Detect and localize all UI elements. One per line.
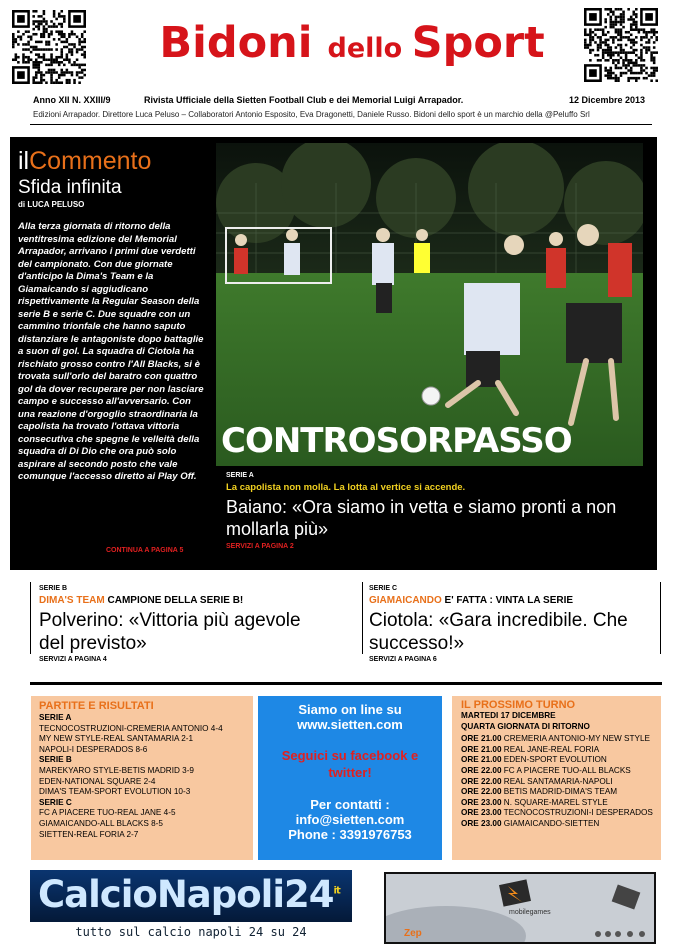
website-link[interactable]: www.sietten.com <box>297 717 403 732</box>
mobilegames-ad-art <box>386 874 654 942</box>
fixture-row <box>461 798 652 809</box>
serie-a-summary: La capolista non molla. La lotta al vertice si accende. <box>226 482 466 493</box>
serie-c-title <box>369 595 573 606</box>
contact-email[interactable]: info@sietten.com <box>295 812 405 827</box>
result-row: NAPOLI-I DESPERADOS 8-6 <box>39 744 148 754</box>
fixture-row <box>461 808 652 819</box>
results-section-heading: SERIE C <box>39 797 72 807</box>
result-row: MAREKYARO STYLE-BETIS MADRID 3-9 <box>39 765 194 775</box>
football-match-photo <box>216 143 643 466</box>
commento-body: Alla terza giornata di ritorno della ventitresima edizione del Memorial Arrapador, arrivano i primi due verdetti del campionato. Con due giornate d'anticipo la Dima's Team e la Giamaicando si aggiudicano rispettivamente la Regular Season della serie B e serie C. Due squadre con un cammino trionfale che hanno saputo distanziare le antagoniste dopo battaglie a suon di gol. La squadra di Ciotola ha rischiato grosso contro l'All Blacks, si è trovata sull'orlo del baratro con quattro gol da dover recuperare per non lasciare campo e successo all'avversario. Con una reazione d'orgoglio straordinaria la capolista ha trovato l'ottava vittoria consecutiva che spegne le velleità della squadra di Di Dio che ora può solo aspirare al secondo posto che vale comunque l'accesso diretto ai Play Off. <box>18 221 204 482</box>
calcionapoli-brand <box>38 873 340 916</box>
fixture-match: REAL SANTAMARIA-NAPOLI <box>501 776 613 786</box>
calcionapoli-tagline: tutto sul calcio napoli 24 su 24 <box>30 922 352 943</box>
fixture-match: FC A PIACERE TUO-ALL BLACKS <box>501 765 631 775</box>
fixture-row <box>461 819 652 830</box>
fixture-time: ORE 23.00 <box>461 808 502 818</box>
fixture-match: GIAMAICANDO-SIETTEN <box>501 818 600 828</box>
results-box <box>31 696 253 860</box>
issue-number: Anno XII N. XXIII/9 <box>33 95 111 105</box>
result-row: SIETTEN-REAL FORIA 2-7 <box>39 829 139 839</box>
fixture-time: ORE 21.00 <box>461 744 502 754</box>
credits: Edizioni Arrapador. Direttore Luca Peluso – Collaboratori Antonio Esposito, Eva Dragonetti, Daniele Russo. Bidoni dello sport è un marchio della @Peluffo Srl <box>33 110 590 119</box>
fixture-row <box>461 787 652 798</box>
issue-date: 12 Dicembre 2013 <box>569 95 646 105</box>
masthead-logo <box>128 18 576 76</box>
serie-a-headline[interactable]: Baiano: «Ora siamo in vetta e siamo pronti a non mollarla più» <box>226 497 617 539</box>
masthead-word-sport: Sport <box>411 18 545 68</box>
serie-c-kicker: SERIE C <box>369 585 398 592</box>
fixture-match: REAL JANE-REAL FORIA <box>501 744 600 754</box>
mobilegames-ad[interactable] <box>384 872 656 944</box>
fixture-time: ORE 22.00 <box>461 765 502 775</box>
fixture-row <box>461 745 652 756</box>
photo-headline: CONTROSORPASSO <box>221 421 572 461</box>
calcionapoli-ad[interactable] <box>30 870 352 943</box>
masthead-word-dello: dello <box>327 33 412 64</box>
result-row: GIAMAICANDO-ALL BLACKS 8-5 <box>39 818 163 828</box>
mobilegames-logo: mobilegames <box>509 909 551 916</box>
fixture-match: BETIS MADRID-DIMA'S TEAM <box>501 787 618 797</box>
result-row: MY NEW STYLE-REAL SANTAMARIA 2-1 <box>39 734 194 744</box>
results-section-heading: SERIE A <box>39 713 72 722</box>
serie-b-headline[interactable]: Polverino: «Vittoria più agevole del previsto» <box>39 610 301 654</box>
serie-c-title-rest: E' FATTA : VINTA LA SERIE <box>441 595 574 606</box>
serie-c-rule-left <box>362 582 363 654</box>
fixture-row <box>461 755 652 766</box>
serie-b-title-rest: CAMPIONE DELLA SERIE B! <box>104 595 244 606</box>
tagline: Rivista Ufficiale della Sietten Football Club e dei Memorial Luigi Arrapador. <box>144 95 464 105</box>
next-round-title: IL PROSSIMO TURNO <box>461 699 576 711</box>
fixture-time: ORE 23.00 <box>461 818 502 828</box>
serie-b-services-link[interactable]: SERVIZI A PAGINA 4 <box>39 656 107 663</box>
commento-byline: di LUCA PELUSO <box>18 200 85 209</box>
results-list <box>31 713 253 840</box>
serie-b-kicker: SERIE B <box>39 585 68 592</box>
commento-title <box>18 147 151 176</box>
fixture-row <box>461 766 652 777</box>
serie-c-headline[interactable]: Ciotola: «Gara incredibile. Che successo!» <box>369 610 628 654</box>
online-line1: Siamo on line su <box>298 702 402 717</box>
result-row: FC A PIACERE TUO-REAL JANE 4-5 <box>39 808 176 818</box>
fixture-time: ORE 23.00 <box>461 797 502 807</box>
serie-b-title <box>39 595 243 606</box>
next-round-list <box>452 732 661 829</box>
serie-c-services-link[interactable]: SERVIZI A PAGINA 6 <box>369 656 437 663</box>
qr-code-right <box>584 8 658 82</box>
result-row: EDEN-NATIONAL SQUARE 2-4 <box>39 776 156 786</box>
next-round-day: MARTEDI 17 DICEMBRE <box>461 711 556 720</box>
qr-code-left <box>12 10 86 84</box>
contacts-label: Per contatti : <box>310 797 390 812</box>
next-round-label: QUARTA GIORNATA DI RITORNO <box>461 721 590 731</box>
fixture-time: ORE 21.00 <box>461 755 502 765</box>
fixture-row <box>461 734 652 745</box>
result-row: TECNOCOSTRUZIONI-CREMERIA ANTONIO 4-4 <box>39 723 223 733</box>
social-callout[interactable]: Seguici su facebook e twitter! <box>281 748 419 780</box>
fixture-row <box>461 777 652 788</box>
zep-logo: Zep <box>404 928 422 939</box>
header-rule <box>30 124 652 125</box>
fixture-time: ORE 21.00 <box>461 734 502 744</box>
serie-a-kicker: SERIE A <box>226 472 254 479</box>
fixture-match: TECNOCOSTRUZIONI-I DESPERADOS <box>501 808 653 818</box>
section-rule <box>30 682 662 685</box>
cover-photo <box>216 143 643 466</box>
fixture-time: ORE 22.00 <box>461 787 502 797</box>
masthead-word-bidoni: Bidoni <box>159 18 328 68</box>
calcionapoli-brand-text: CalcioNapoli24 <box>38 873 334 916</box>
commento-title-rest: Commento <box>29 147 152 175</box>
fixture-match: N. SQUARE-MAREL STYLE <box>501 797 608 807</box>
commento-title-il: il <box>18 147 30 175</box>
next-round-box <box>452 696 661 860</box>
calcionapoli-brand-sup: it <box>333 885 340 897</box>
contact-phone[interactable]: Phone : 3391976753 <box>288 827 412 842</box>
fixture-time: ORE 22.00 <box>461 776 502 786</box>
serie-b-rule <box>30 582 31 654</box>
fixture-match: CREMERIA ANTONIO-MY NEW STYLE <box>501 734 650 744</box>
online-box <box>258 696 442 860</box>
result-row: DIMA'S TEAM-SPORT EVOLUTION 10-3 <box>39 787 191 797</box>
serie-c-rule-right <box>660 582 661 654</box>
commento-continue-link[interactable]: CONTINUA A PAGINA 5 <box>106 547 184 554</box>
commento-subtitle: Sfida infinita <box>18 177 122 198</box>
results-section-heading: SERIE B <box>39 755 72 765</box>
fixture-match: EDEN-SPORT EVOLUTION <box>501 755 607 765</box>
results-title: PARTITE E RISULTATI <box>39 700 154 712</box>
serie-a-services-link[interactable]: SERVIZI A PAGINA 2 <box>226 543 294 550</box>
serie-c-team: GIAMAICANDO <box>369 595 442 606</box>
serie-b-team: DIMA'S TEAM <box>39 595 105 606</box>
